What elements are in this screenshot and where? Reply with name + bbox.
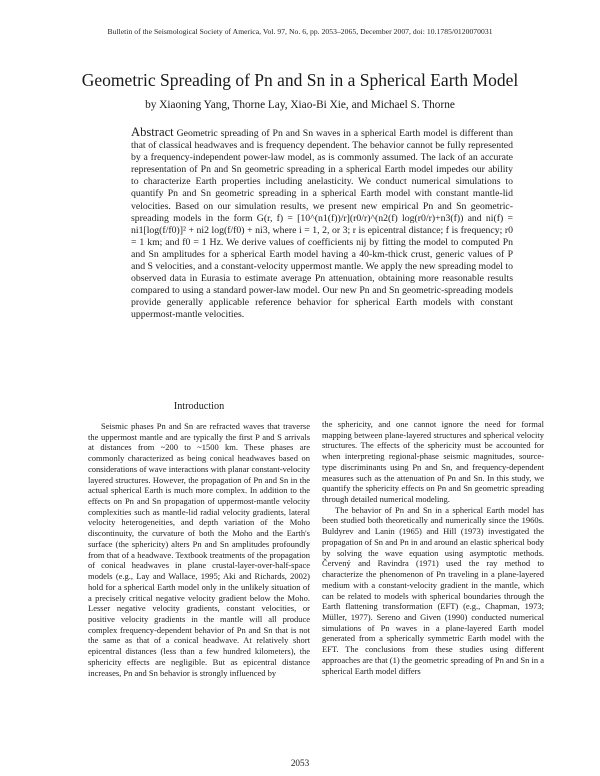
abstract-label: Abstract <box>131 125 174 139</box>
page-number: 2053 <box>290 758 310 768</box>
intro-paragraph-1-continued: the sphericity, and one cannot ignore the need for formal mapping between plane-layered structures and spherical velocity structures. The effects of the sphericity must be accounted for when interpreting regional-phase seismic magnitudes, source-type discriminants using Pn and Sn, and frequency-dependent measures such as the attenuation of Pn and Sn. In this study, we quantify the sphericity effects on Pn and Sn geometric spreading through detailed numerical modeling. <box>322 419 544 505</box>
author-line: by Xiaoning Yang, Thorne Lay, Xiao-Bi Xie, and Michael S. Thorne <box>145 99 455 111</box>
right-column <box>322 419 544 676</box>
introduction-heading: Introduction <box>173 401 225 412</box>
abstract-text: Geometric spreading of Pn and Sn waves in a spherical Earth model is different than that of classical headwaves and is frequency dependent. The behavior cannot be fully represented by a frequency-independent power-law model, as is commonly assumed. The lack of an accurate representation of Pn and Sn geometric spreading in a spherical Earth model impedes our ability to characterize Earth properties including anelasticity. We conduct numerical simulations to quantify Pn and Sn geometric spreading in a spherical Earth model with constant mantle-lid velocities. Based on our simulation results, we present new empirical Pn and Sn geometric-spreading models in the form G(r, f) = [10^(n1(f))/r](r0/r)^(n2(f) log(r0/r)+n3(f)) and ni(f) = ni1[log(f/f0)]² + ni2 log(f/f0) + ni3, where i = 1, 2, or 3; r is epicentral distance; f is frequency; r0 = 1 km; and f0 = 1 Hz. We derive values of coefficients nij by fitting the model to computed Pn and Sn amplitudes for a spherical Earth model having a 40-km-thick crust, generic values of P and S velocities, and a constant-velocity uppermost mantle. We apply the new spreading model to observed data in Eurasia to estimate average Pn attenuation, obtaining more reasonable results compared to using a standard power-law model. Our new Pn and Sn geometric-spreading models provide generally applicable reference behavior for spherical Earth models with constant uppermost-mantle velocities. <box>131 128 514 321</box>
left-column <box>88 421 310 678</box>
intro-paragraph-2: The behavior of Pn and Sn in a spherical Earth model has been studied both theoretically and numerically since the 1960s. Buldyrev and Lanin (1965) and Hill (1973) investigated the propagation of Sn and Pn in and around an elastic spherical body by solving the wave equation using asymptotic methods. Červený and Ravindra (1971) used the ray method to characterize the phenomenon of Pn traveling in a plane-layered medium with a constant-velocity gradient in the mantle, which can be related to models with spherical boundaries through the Earth flattening transformation (EFT) (e.g., Chapman, 1973; Müller, 1977). Sereno and Given (1990) conducted numerical simulations of Pn waves in a plane-layered Earth model generated from a spherically symmetric Earth model with the EFT. The conclusions from these studies using different approaches are that (1) the geometric spreading of Pn and Sn in a spherical Earth model differs <box>322 504 544 676</box>
abstract <box>131 126 513 322</box>
intro-paragraph-1: Seismic phases Pn and Sn are refracted waves that traverse the uppermost mantle and are typically the first P and S arrivals at distances from ~200 to ~1500 km. These phases are commonly characterized as being conical headwaves based on considerations of wave interactions with planar constant-velocity layered structures. However, the propagation of Pn and Sn in the actual spherical Earth is much more complex. In addition to the effects on Pn and Sn propagation of uppermost-mantle velocity complexities such as mantle-lid radial velocity gradients, lateral velocity heterogeneities, and depth variation of the Moho discontinuity, the curvature of both the Moho and the Earth's surface (the sphericity) alters Pn and Sn amplitudes profoundly from that of a headwave. Textbook treatments of the propagation of conical headwaves in plane crustal-layer-over-half-space models (e.g., Lay and Wallace, 1995; Aki and Richards, 2002) hold for a spherical Earth model only in the unlikely situation of a precisely critical negative velocity gradient below the Moho. Lesser negative velocity gradients, constant velocities, or positive velocity gradients in the mantle will all produce complex frequency-dependent behavior of Pn and Sn that is not the same as that of a conical headwave. At relatively short epicentral distances (less than a few hundred kilometers), the sphericity effects are negligible. But as epicentral distance increases, Pn and Sn behavior is strongly influenced by <box>88 421 310 678</box>
running-header: Bulletin of the Seismological Society of America, Vol. 97, No. 6, pp. 2053–2065, December 2007, doi: 10.1785/0120070031 <box>107 27 493 36</box>
paper-title: Geometric Spreading of Pn and Sn in a Spherical Earth Model <box>81 70 519 90</box>
